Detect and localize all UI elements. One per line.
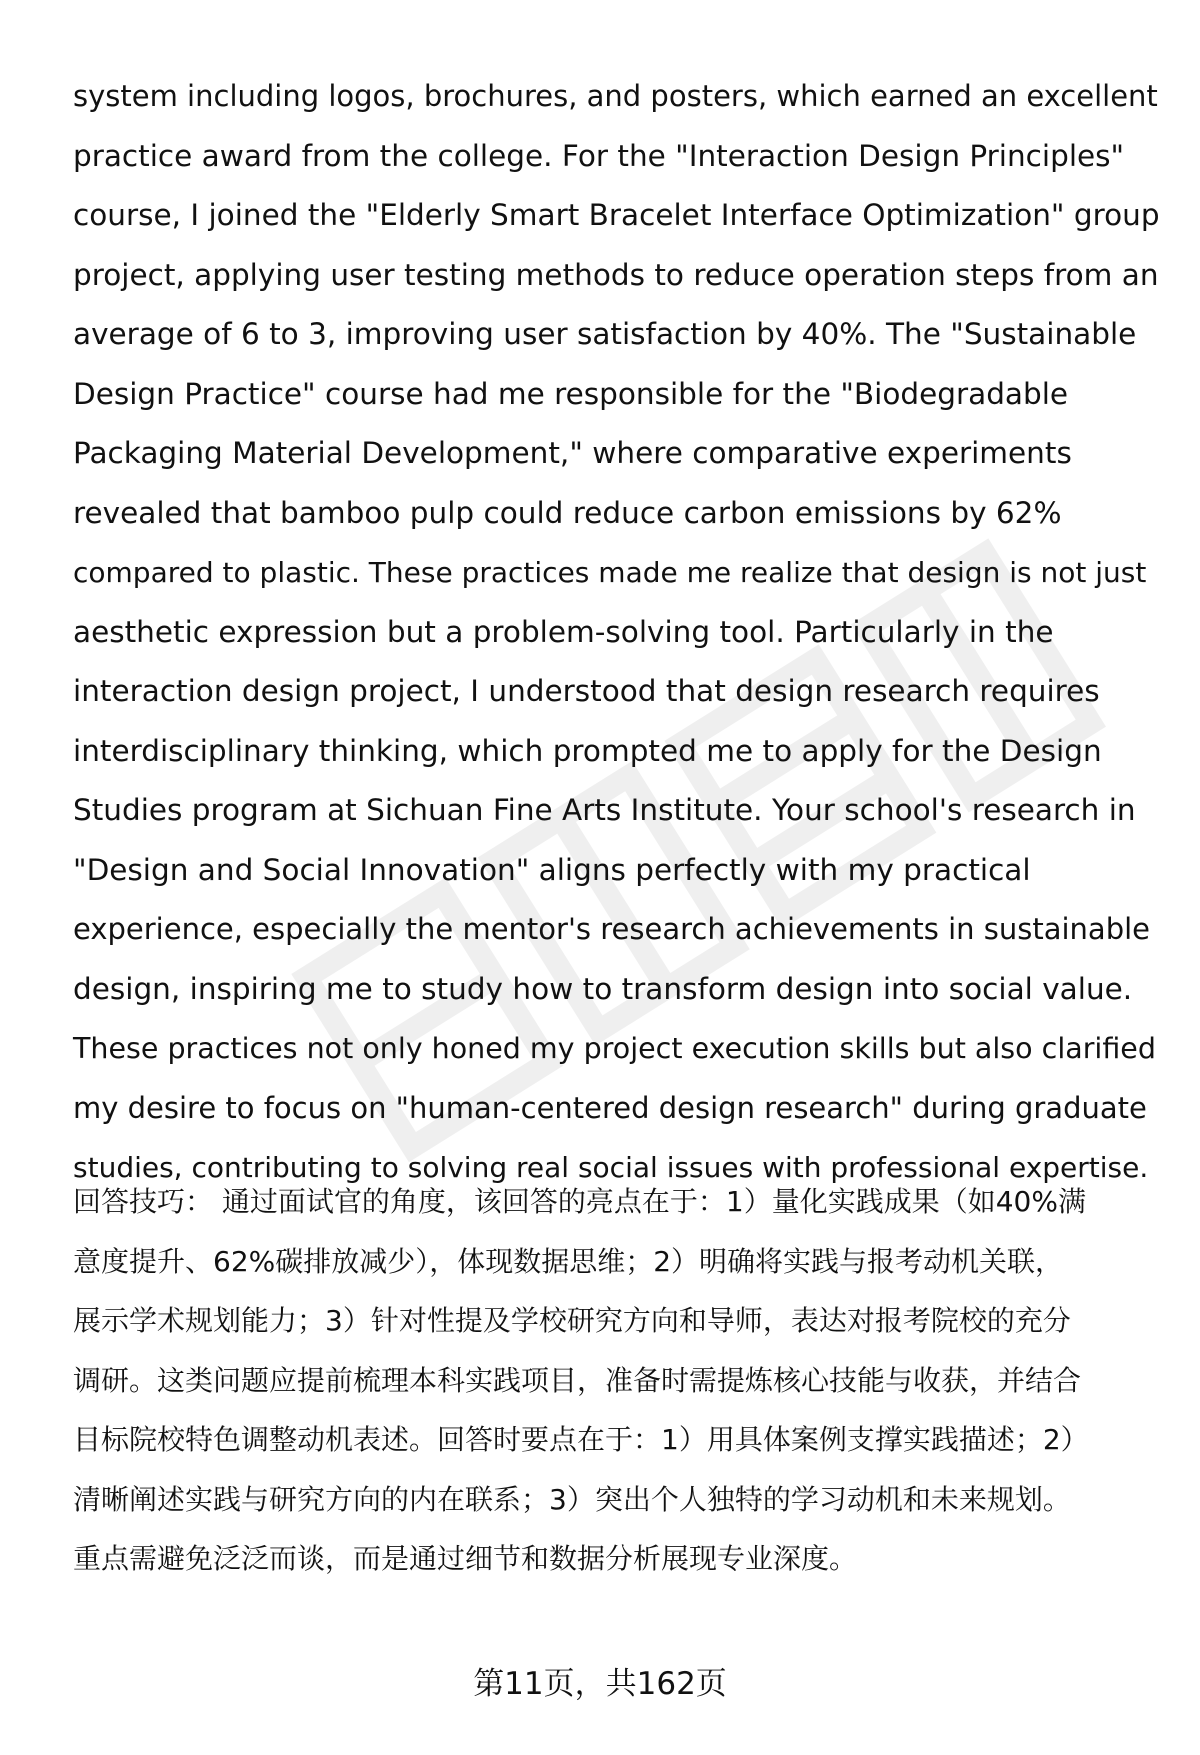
answer-line: system including logos, brochures, and posters, which earned an excellent (73, 79, 1158, 113)
answer-line: aesthetic expression but a problem-solving tool. Particularly in the (73, 614, 1054, 649)
tips-line: 回答技巧： 通过面试官的角度，该回答的亮点在于：1）量化实践成果（如40%满 (73, 1185, 1086, 1218)
answer-line: interaction design project, I understood that design research requires (73, 674, 1100, 708)
answer-line: Design Practice" course had me responsible for the "Biodegradable (73, 376, 1069, 411)
answer-line: experience, especially the mentor's research achievements in sustainable (73, 912, 1151, 946)
tips-line: 展示学术规划能力；3）针对性提及学校研究方向和导师，表达对报考院校的充分 (73, 1304, 1071, 1337)
answer-line: Packaging Material Development," where comparative experiments (73, 436, 1072, 470)
tips-line: 调研。这类问题应提前梳理本科实践项目，准备时需提炼核心技能与收获，并结合 (73, 1363, 1082, 1397)
answer-body (73, 67, 1163, 1198)
answer-line: average of 6 to 3, improving user satisfaction by 40%. The "Sustainable (73, 317, 1137, 351)
page-number: 第11页，共162页 (473, 1666, 727, 1702)
tips-line: 清晰阐述实践与研究方向的内在联系；3）突出个人独特的学习动机和未来规划。 (73, 1482, 1071, 1516)
answer-line: course, I joined the "Elderly Smart Bracelet Interface Optimization" group (73, 198, 1160, 232)
answer-line: practice award from the college. For the "Interaction Design Principles" (73, 138, 1125, 173)
answer-tips (73, 1172, 1153, 1589)
answer-line: interdisciplinary thinking, which prompted me to apply for the Design (73, 733, 1102, 768)
answer-line: revealed that bamboo pulp could reduce carbon emissions by 62% (73, 495, 1062, 530)
tips-line: 意度提升、62%碳排放减少），体现数据思维；2）明确将实践与报考动机关联， (73, 1244, 1064, 1278)
answer-line: Studies program at Sichuan Fine Arts Institute. Your school's research in (73, 793, 1136, 827)
answer-line: compared to plastic. These practices made me realize that design is not just (73, 556, 1147, 589)
tips-line: 重点需避免泛泛而谈，而是通过细节和数据分析展现专业深度。 (73, 1542, 858, 1575)
answer-line: "Design and Social Innovation" aligns perfectly with my practical (73, 852, 1031, 887)
answer-line: design, inspiring me to study how to transform design into social value. (73, 971, 1133, 1006)
answer-line: project, applying user testing methods to reduce operation steps from an (73, 257, 1159, 292)
answer-line: studies, contributing to solving real social issues with professional expertise. (73, 1151, 1149, 1184)
tips-line: 目标院校特色调整动机表述。回答时要点在于：1）用具体案例支撑实践描述；2） (73, 1423, 1089, 1456)
answer-line: These practices not only honed my project execution skills but also clarified (73, 1032, 1156, 1065)
answer-line: my desire to focus on "human-centered design research" during graduate (73, 1090, 1147, 1125)
